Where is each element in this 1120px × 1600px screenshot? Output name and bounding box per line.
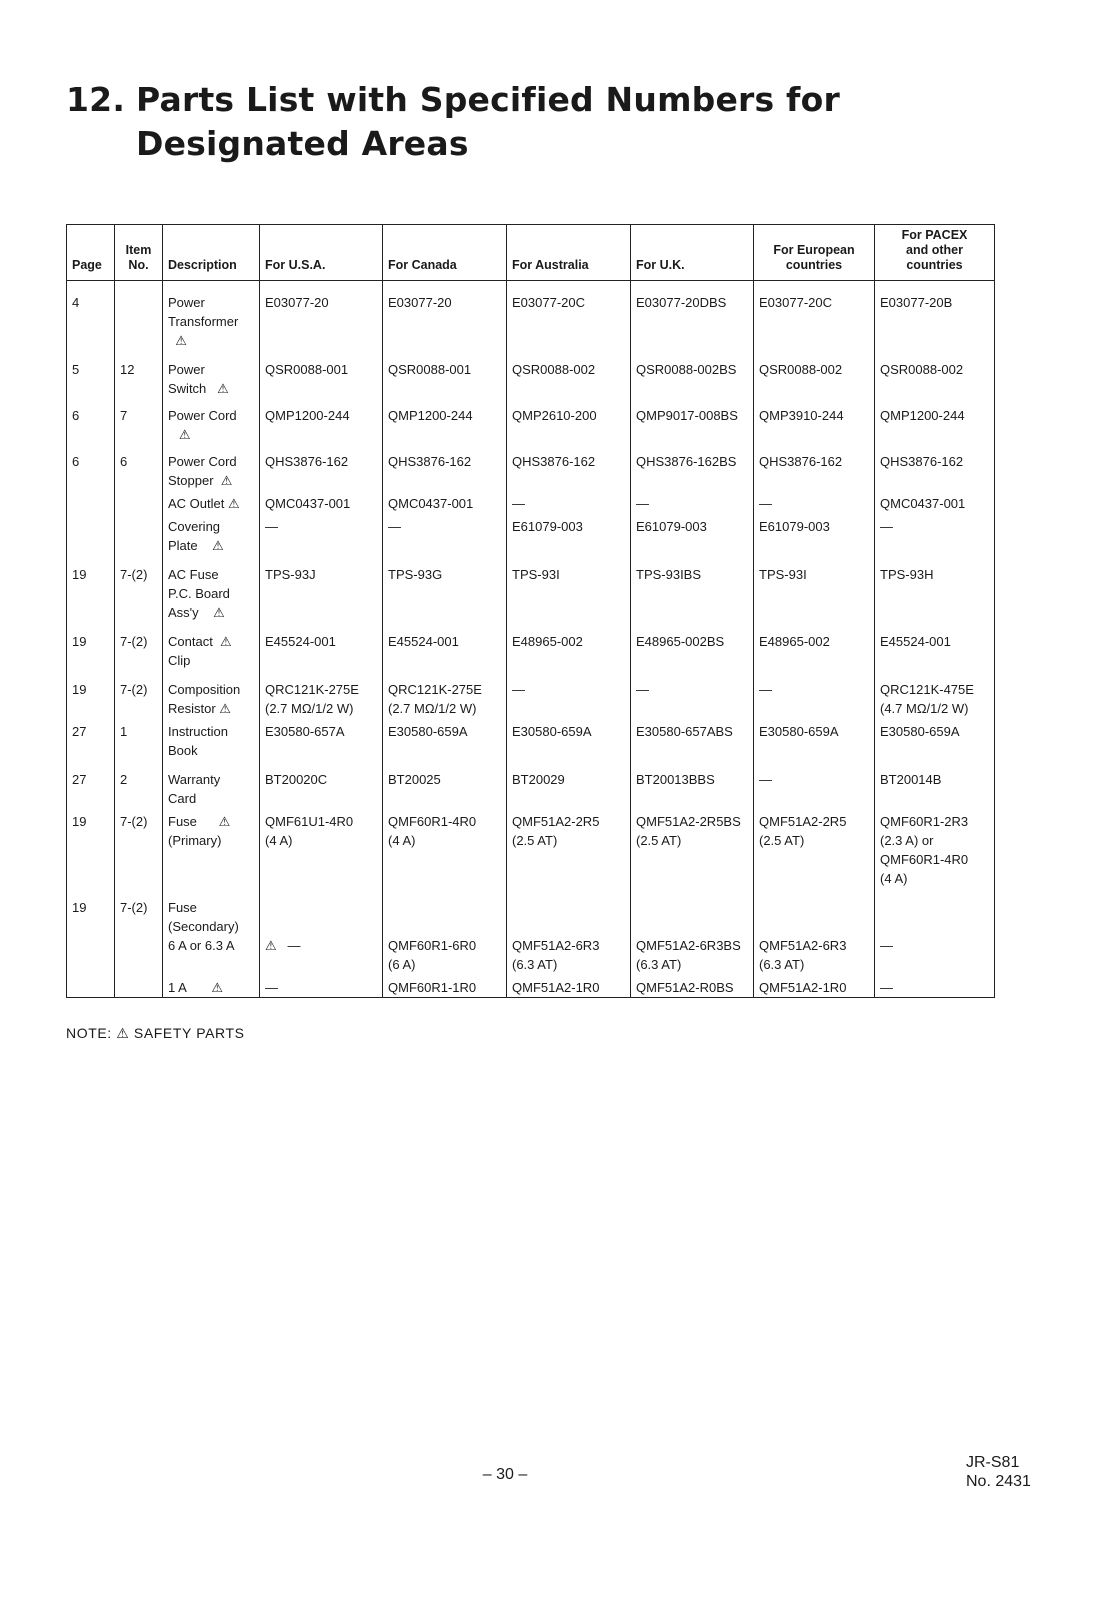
column-header: For PACEX and other countries xyxy=(875,225,995,281)
parts-table xyxy=(66,224,995,998)
part-number-cell: QMP1200-244 xyxy=(875,406,995,452)
table-row xyxy=(67,722,995,770)
part-ref-cell: 19 xyxy=(67,898,115,978)
page-title xyxy=(66,78,840,166)
part-number-cell: QMP9017-008BS xyxy=(631,406,754,452)
table-row xyxy=(67,812,995,898)
part-number-cell: — xyxy=(754,680,875,722)
part-number-cell: — xyxy=(507,494,631,517)
table-row xyxy=(67,898,995,978)
part-description: AC Outlet ⚠ xyxy=(163,494,260,517)
column-header: Item No. xyxy=(115,225,163,281)
part-number-cell: E45524-001 xyxy=(875,632,995,680)
part-number-cell: E03077-20C xyxy=(754,281,875,361)
part-ref-cell: 12 xyxy=(115,360,163,406)
part-description: Warranty Card xyxy=(163,770,260,812)
part-number-cell: E30580-659A xyxy=(754,722,875,770)
part-number-cell: E45524-001 xyxy=(260,632,383,680)
part-number-cell: E03077-20C xyxy=(507,281,631,361)
part-number-cell: QMP1200-244 xyxy=(383,406,507,452)
part-number-cell: — xyxy=(754,494,875,517)
part-number-cell: E03077-20 xyxy=(383,281,507,361)
part-number-cell: QMF51A2-1R0 xyxy=(507,978,631,998)
part-ref-cell: 6 xyxy=(67,452,115,494)
part-ref-cell: 4 xyxy=(67,281,115,361)
column-header: For Australia xyxy=(507,225,631,281)
table-header-row xyxy=(67,225,995,281)
part-number-cell: E03077-20B xyxy=(875,281,995,361)
model-code: JR-S81 xyxy=(966,1454,1020,1471)
part-number-cell: QSR0088-001 xyxy=(260,360,383,406)
part-number-cell: E30580-659A xyxy=(383,722,507,770)
part-description: Fuse ⚠ (Primary) xyxy=(163,812,260,898)
part-ref-cell xyxy=(115,281,163,361)
part-number-cell: QMF60R1-4R0 (4 A) xyxy=(383,812,507,898)
document-number: No. 2431 xyxy=(966,1473,1031,1490)
part-description: Contact ⚠ Clip xyxy=(163,632,260,680)
part-number-cell: QMF51A2-6R3 (6.3 AT) xyxy=(507,898,631,978)
part-number-cell: QSR0088-002BS xyxy=(631,360,754,406)
part-description: Power Transformer ⚠ xyxy=(163,281,260,361)
table-row xyxy=(67,517,995,565)
part-description: Power Cord ⚠ xyxy=(163,406,260,452)
table-row xyxy=(67,452,995,494)
part-number-cell: QSR0088-002 xyxy=(754,360,875,406)
part-number-cell: E30580-659A xyxy=(875,722,995,770)
column-header: Page xyxy=(67,225,115,281)
part-number-cell: QHS3876-162 xyxy=(260,452,383,494)
part-number-cell: BT20020C xyxy=(260,770,383,812)
part-number-cell: — xyxy=(875,978,995,998)
part-number-cell: QRC121K-475E (4.7 MΩ/1/2 W) xyxy=(875,680,995,722)
part-number-cell: QMC0437-001 xyxy=(875,494,995,517)
part-number-cell: — xyxy=(754,770,875,812)
part-number-cell: E03077-20DBS xyxy=(631,281,754,361)
part-description: AC Fuse P.C. Board Ass'y ⚠ xyxy=(163,565,260,632)
part-number-cell: BT20013BBS xyxy=(631,770,754,812)
part-number-cell: QMF51A2-2R5 (2.5 AT) xyxy=(754,812,875,898)
column-header: For U.K. xyxy=(631,225,754,281)
part-number-cell: QMF60R1-6R0 (6 A) xyxy=(383,898,507,978)
table-row xyxy=(67,494,995,517)
page-number: – 30 – xyxy=(482,1466,528,1483)
part-number-cell: E61079-003 xyxy=(507,517,631,565)
column-header: For European countries xyxy=(754,225,875,281)
part-description: 1 A ⚠ xyxy=(163,978,260,998)
part-ref-cell xyxy=(67,517,115,565)
part-number-cell: QHS3876-162 xyxy=(875,452,995,494)
part-ref-cell xyxy=(67,978,115,998)
column-header: Description xyxy=(163,225,260,281)
part-ref-cell: 19 xyxy=(67,812,115,898)
part-number-cell: E45524-001 xyxy=(383,632,507,680)
table-body xyxy=(67,281,995,998)
part-number-cell: E48965-002 xyxy=(754,632,875,680)
part-number-cell: QMP3910-244 xyxy=(754,406,875,452)
part-number-cell: E61079-003 xyxy=(754,517,875,565)
table-row xyxy=(67,632,995,680)
part-number-cell: QHS3876-162 xyxy=(383,452,507,494)
part-number-cell: QMC0437-001 xyxy=(383,494,507,517)
part-number-cell: E48965-002 xyxy=(507,632,631,680)
part-number-cell: QHS3876-162 xyxy=(507,452,631,494)
part-number-cell: E03077-20 xyxy=(260,281,383,361)
part-ref-cell: 5 xyxy=(67,360,115,406)
part-number-cell: TPS-93G xyxy=(383,565,507,632)
model-info xyxy=(966,1453,1031,1491)
part-number-cell: — xyxy=(631,494,754,517)
table-row xyxy=(67,680,995,722)
table-row xyxy=(67,360,995,406)
part-number-cell: QRC121K-275E (2.7 MΩ/1/2 W) xyxy=(260,680,383,722)
part-number-cell: E30580-659A xyxy=(507,722,631,770)
part-description: Composition Resistor ⚠ xyxy=(163,680,260,722)
part-number-cell: — xyxy=(631,680,754,722)
part-ref-cell: 7-(2) xyxy=(115,812,163,898)
table-row xyxy=(67,770,995,812)
part-number-cell: QMF51A2-2R5BS (2.5 AT) xyxy=(631,812,754,898)
part-number-cell: TPS-93J xyxy=(260,565,383,632)
part-number-cell: TPS-93H xyxy=(875,565,995,632)
table-row xyxy=(67,281,995,361)
part-ref-cell: 19 xyxy=(67,565,115,632)
part-number-cell: QSR0088-002 xyxy=(875,360,995,406)
part-number-cell: — xyxy=(260,978,383,998)
part-ref-cell: 7-(2) xyxy=(115,565,163,632)
title-line-1: Parts List with Specified Numbers for xyxy=(136,80,840,119)
part-number-cell: QMF61U1-4R0 (4 A) xyxy=(260,812,383,898)
part-number-cell: E30580-657ABS xyxy=(631,722,754,770)
part-ref-cell: 7-(2) xyxy=(115,632,163,680)
part-number-cell: QMF60R1-1R0 xyxy=(383,978,507,998)
part-number-cell: — xyxy=(875,517,995,565)
part-number-cell: QRC121K-275E (2.7 MΩ/1/2 W) xyxy=(383,680,507,722)
part-number-cell: BT20025 xyxy=(383,770,507,812)
part-ref-cell xyxy=(115,494,163,517)
part-number-cell: TPS-93I xyxy=(754,565,875,632)
part-number-cell: TPS-93I xyxy=(507,565,631,632)
part-ref-cell: 19 xyxy=(67,632,115,680)
part-number-cell: QMP2610-200 xyxy=(507,406,631,452)
part-number-cell: QMF51A2-R0BS xyxy=(631,978,754,998)
part-description: Instruction Book xyxy=(163,722,260,770)
part-number-cell: QMF51A2-6R3BS (6.3 AT) xyxy=(631,898,754,978)
table-row xyxy=(67,978,995,998)
part-ref-cell: 2 xyxy=(115,770,163,812)
part-number-cell: BT20029 xyxy=(507,770,631,812)
part-description: Covering Plate ⚠ xyxy=(163,517,260,565)
part-description: Power Cord Stopper ⚠ xyxy=(163,452,260,494)
part-number-cell: E61079-003 xyxy=(631,517,754,565)
part-ref-cell: 6 xyxy=(115,452,163,494)
part-ref-cell xyxy=(67,494,115,517)
part-number-cell: — xyxy=(507,680,631,722)
section-number: 12. xyxy=(66,80,126,119)
part-ref-cell xyxy=(115,517,163,565)
part-description: Power Switch ⚠ xyxy=(163,360,260,406)
part-number-cell: QSR0088-001 xyxy=(383,360,507,406)
part-number-cell: QMC0437-001 xyxy=(260,494,383,517)
part-number-cell: QMF60R1-2R3 (2.3 A) or QMF60R1-4R0 (4 A) xyxy=(875,812,995,898)
part-ref-cell: 7 xyxy=(115,406,163,452)
table-row xyxy=(67,406,995,452)
part-ref-cell: 19 xyxy=(67,680,115,722)
part-number-cell: — xyxy=(383,517,507,565)
part-number-cell: QMF51A2-1R0 xyxy=(754,978,875,998)
part-number-cell: TPS-93IBS xyxy=(631,565,754,632)
part-number-cell: QHS3876-162BS xyxy=(631,452,754,494)
part-number-cell: E30580-657A xyxy=(260,722,383,770)
part-ref-cell: 1 xyxy=(115,722,163,770)
part-number-cell: ⚠ — xyxy=(260,898,383,978)
part-ref-cell xyxy=(115,978,163,998)
part-number-cell: QMF51A2-2R5 (2.5 AT) xyxy=(507,812,631,898)
table-row xyxy=(67,565,995,632)
part-number-cell: QMF51A2-6R3 (6.3 AT) xyxy=(754,898,875,978)
column-header: For Canada xyxy=(383,225,507,281)
part-ref-cell: 27 xyxy=(67,770,115,812)
safety-note: NOTE: ⚠ SAFETY PARTS xyxy=(66,1025,245,1041)
part-ref-cell: 6 xyxy=(67,406,115,452)
part-number-cell: E48965-002BS xyxy=(631,632,754,680)
part-number-cell: QSR0088-002 xyxy=(507,360,631,406)
column-header: For U.S.A. xyxy=(260,225,383,281)
part-description: Fuse (Secondary) 6 A or 6.3 A xyxy=(163,898,260,978)
title-line-2: Designated Areas xyxy=(136,124,469,163)
part-number-cell: QHS3876-162 xyxy=(754,452,875,494)
part-ref-cell: 7-(2) xyxy=(115,898,163,978)
part-number-cell: QMP1200-244 xyxy=(260,406,383,452)
part-ref-cell: 27 xyxy=(67,722,115,770)
part-ref-cell: 7-(2) xyxy=(115,680,163,722)
part-number-cell: BT20014B xyxy=(875,770,995,812)
part-number-cell: — xyxy=(260,517,383,565)
part-number-cell: — xyxy=(875,898,995,978)
